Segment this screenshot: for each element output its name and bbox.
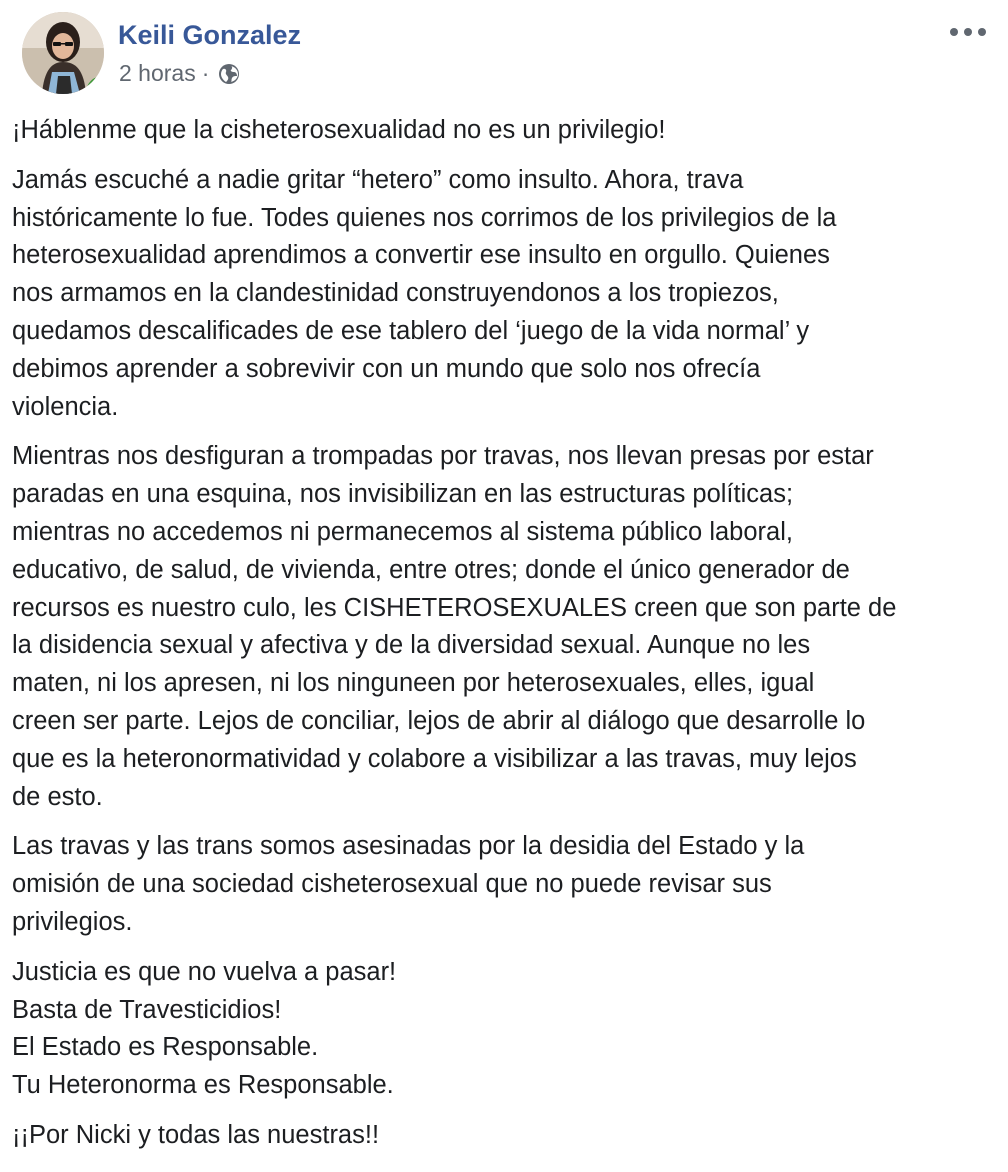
avatar-image <box>22 12 104 94</box>
post-paragraph: Las travas y las trans somos asesinadas por la desidia del Estado y la omisión de una sociedad cisheterosexual que no puede revisar sus privilegios. <box>12 832 805 936</box>
post-paragraph: Jamás escuché a nadie gritar “hetero” como insulto. Ahora, trava históricamente lo fue. Todes quienes nos corrimos de los privilegios de la heterosexualidad aprendimos a convertir ese insulto en orgullo. Quienes nos armamos en la clandestinidad construyendonos a los tropiezos, quedamos descalificades de ese tablero del ‘juego de la vida normal’ y debimos aprender a sobrevivir con un mundo que solo nos ofrecía violencia. <box>12 165 837 421</box>
post-body <box>12 112 1002 1167</box>
post-paragraph: Justicia es que no vuelva a pasar! Basta de Travesticidios! El Estado es Responsable. Tu Heteronorma es Responsable. <box>12 957 397 1100</box>
more-dot <box>964 28 972 36</box>
avatar[interactable] <box>22 12 104 94</box>
more-dot <box>950 28 958 36</box>
more-options-icon[interactable] <box>950 22 986 42</box>
post-paragraph: Mientras nos desfiguran a trompadas por travas, nos llevan presas por estar paradas en una esquina, nos invisibilizan en las estructuras políticas; mientras no accedemos ni permanecemos al sistema público laboral, educativo, de salud, de vivienda, entre otres; donde el único generador de recursos es nuestro culo, les CISHETEROSEXUALES creen que son parte de la disidencia sexual y afectiva y de la diversidad sexual. Aunque no les maten, ni los apresen, ni los ninguneen por heterosexuales, elles, igual creen ser parte. Lejos de conciliar, lejos de abrir al diálogo que desarrolle lo que es la heteronormatividad y colabore a visibilizar a las travas, muy lejos de esto. <box>12 442 897 811</box>
meta-separator: · <box>201 60 210 86</box>
post-paragraph: ¡¡Por Nicki y todas las nuestras!! <box>12 1120 380 1149</box>
more-dot <box>978 28 986 36</box>
post-meta <box>119 60 241 87</box>
post-paragraph: ¡Háblenme que la cisheterosexualidad no es un privilegio! <box>12 116 666 144</box>
post-header <box>12 0 996 110</box>
author-name-link[interactable]: Keili Gonzalez <box>118 20 302 50</box>
post-timestamp[interactable]: 2 horas <box>119 60 196 86</box>
globe-icon[interactable] <box>217 62 241 86</box>
